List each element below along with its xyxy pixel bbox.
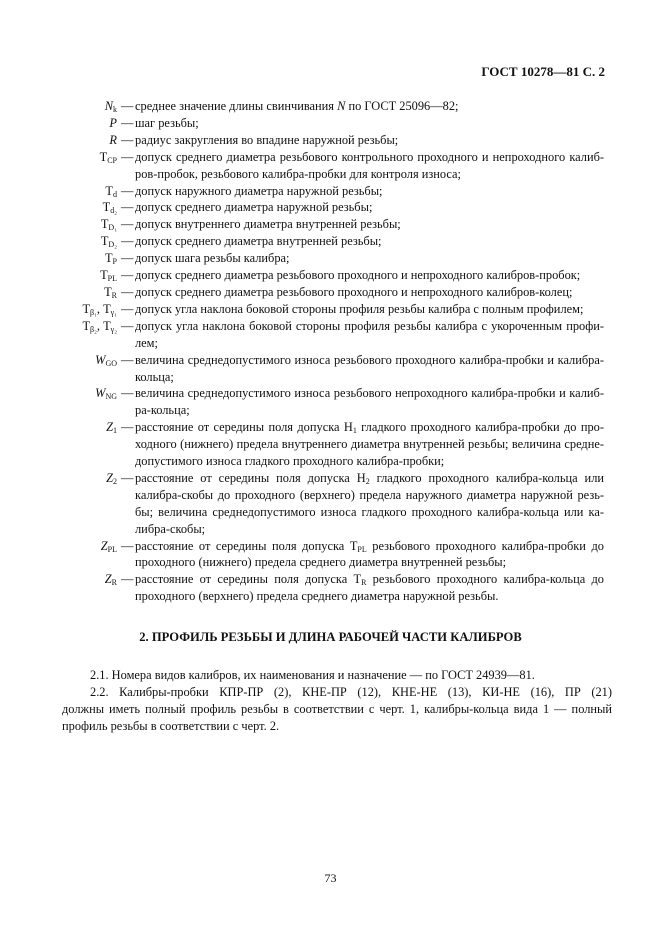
definition-text (121, 385, 604, 419)
text-run: проходного (нижнего) предела среднего диаметра внутренней резьбы; (135, 555, 507, 570)
definition-symbol (0, 571, 121, 605)
subscript: D₂ (108, 240, 117, 250)
text-run: T (100, 268, 108, 283)
text-run: T (82, 318, 91, 333)
definition-entry (0, 419, 661, 470)
em-dash: — (121, 284, 134, 299)
text-run: P (109, 115, 117, 130)
text-run: T (100, 217, 109, 232)
em-dash: — (121, 386, 134, 401)
subscript: D₁ (108, 223, 117, 233)
definition-line (121, 352, 604, 369)
subscript: GO (105, 358, 117, 368)
definition-line (121, 538, 604, 555)
em-dash: — (121, 301, 134, 316)
text-run: шаг резьбы; (135, 115, 199, 130)
text-run: расстояние от середины поля допуска T (135, 572, 362, 587)
text-run: допуск среднего диаметра наружной резьбы; (135, 200, 373, 215)
definition-symbol (0, 538, 121, 572)
text-run: гладкого проходного калибра-кольца или (369, 470, 605, 485)
definition-line (121, 166, 604, 183)
definition-line (121, 183, 604, 200)
text-run: калибра-скобы до проходного (верхнего) предела наружного диаметра наружной резь- (135, 487, 604, 502)
text-run: T (82, 301, 91, 316)
subscript: d₂ (110, 206, 117, 216)
text-run: среднее значение длины свинчивания (135, 99, 338, 113)
text-run: , T (96, 318, 111, 333)
definition-entry (0, 538, 661, 572)
subscript: R (111, 290, 117, 300)
paragraph-2-2-line-2: должны иметь полный профиль резьбы в соответствии с черт. 1, калибры-кольца вида 1 — полный (62, 701, 612, 716)
definition-line (121, 115, 604, 132)
text-run: T (99, 149, 108, 164)
text-run: допуск среднего диаметра резьбового проходного и непроходного калибров-колец; (135, 284, 573, 299)
text-run: T (104, 284, 112, 299)
text-run: величина среднедопустимого износа резьбового непроходного калибра-пробки и калиб- (135, 386, 604, 401)
page-header: ГОСТ 10278—81 С. 2 (481, 64, 605, 79)
em-dash: — (121, 251, 134, 266)
text-run: допуск внутреннего диаметра внутренней резьбы; (135, 217, 401, 232)
definition-line (121, 267, 604, 284)
text-run: либра-скобы; (135, 521, 206, 536)
subscript: d (113, 189, 117, 199)
text-run: допуск среднего диаметра резьбового контрольного проходного и непроходного калиб- (135, 149, 604, 164)
page-number: 73 (324, 871, 337, 885)
text-run: допуск среднего диаметра резьбового проходного и непроходного калибров-пробок; (135, 268, 581, 283)
definition-text (121, 538, 604, 572)
em-dash: — (121, 470, 134, 485)
subscript: P (112, 257, 117, 267)
em-dash: — (121, 572, 134, 587)
definition-symbol (0, 216, 121, 233)
text-run: допуск угла наклона боковой стороны профиля резьбы калибра с полным профилем; (135, 301, 584, 316)
em-dash: — (121, 183, 134, 198)
text-run: ров-пробок, резьбового калибра-пробки для контроля износа; (135, 166, 462, 181)
definition-text (121, 352, 604, 386)
text-run: Z (106, 470, 113, 485)
definition-entry (0, 571, 661, 605)
text-run: гладкого проходного калибра-пробки до про- (356, 420, 604, 435)
text-run: допуск наружного диаметра наружной резьбы; (135, 183, 383, 198)
definition-symbol (0, 115, 121, 132)
text-run: резьбового проходного калибра-пробки до (366, 538, 604, 553)
text-run: кольца; (135, 369, 174, 384)
definition-symbol (0, 98, 121, 115)
text-run: бы; величина среднедопустимого износа гладкого проходного калибра-кольца или ка- (135, 504, 604, 519)
definition-text (121, 250, 604, 267)
em-dash: — (121, 132, 134, 147)
text-run: по ГОСТ 25096—82; (345, 99, 459, 113)
definition-text (121, 216, 604, 233)
definition-symbol (0, 301, 121, 318)
definition-line (121, 487, 604, 504)
definition-entry (0, 301, 661, 318)
definition-symbol (0, 470, 121, 538)
definition-entry (0, 233, 661, 250)
text-run: T (104, 251, 113, 266)
definition-text (121, 318, 604, 352)
definition-text (121, 233, 604, 250)
em-dash: — (121, 200, 134, 215)
definition-line (121, 250, 604, 267)
definition-line (121, 301, 604, 318)
definition-symbol (0, 284, 121, 301)
definition-entry (0, 199, 661, 216)
definition-line (121, 470, 604, 487)
definition-symbol (0, 199, 121, 216)
text-run: допустимого износа гладкого проходного калибра-пробки; (135, 454, 445, 469)
definition-line (121, 588, 604, 605)
definition-text (121, 183, 604, 200)
text-run: T (105, 183, 113, 198)
definition-symbol (0, 132, 121, 149)
subscript: NG (105, 392, 117, 402)
definition-line (121, 98, 604, 115)
subscript: γ₂ (110, 324, 117, 334)
subscript: β₂ (90, 324, 97, 334)
text-run: W (95, 386, 106, 401)
definition-entry (0, 115, 661, 132)
definition-line (121, 402, 604, 419)
text-run: N (104, 99, 113, 113)
definition-line (121, 419, 604, 436)
section-heading: 2. ПРОФИЛЬ РЕЗЬБЫ И ДЛИНА РАБОЧЕЙ ЧАСТИ КАЛИБРОВ (139, 630, 522, 644)
text-run: резьбового проходного калибра-кольца до (366, 572, 604, 587)
definition-entry (0, 318, 661, 352)
em-dash: — (121, 149, 134, 164)
text-run: T (102, 200, 111, 215)
definition-line (121, 199, 604, 216)
definition-entry (0, 385, 661, 419)
em-dash: — (121, 217, 134, 232)
text-run: расстояние от середины поля допуска H (135, 420, 353, 435)
definition-line (121, 554, 604, 571)
definition-line (121, 216, 604, 233)
definition-line (121, 436, 604, 453)
text-run: Z (106, 420, 113, 435)
definition-text (121, 284, 604, 301)
definition-entry (0, 267, 661, 284)
definition-entry (0, 470, 661, 538)
definition-line (121, 335, 604, 352)
subscript: R (111, 578, 117, 588)
definition-line (121, 318, 604, 335)
definition-line (121, 385, 604, 402)
text-run: , T (96, 301, 111, 316)
text-run: ра-кольца; (135, 403, 190, 418)
em-dash: — (121, 318, 134, 333)
definition-symbol (0, 183, 121, 200)
subscript: CP (107, 155, 117, 165)
subscript: PL (107, 274, 117, 284)
subscript: 1 (113, 426, 117, 436)
definition-symbol (0, 419, 121, 470)
paragraph-2-2-line-1: 2.2. Калибры-пробки КПР-ПР (2), КНЕ-ПР (12), КНЕ-НЕ (13), КИ-НЕ (16), ПР (21) (90, 684, 612, 699)
definition-text (121, 132, 604, 149)
definition-line (121, 571, 604, 588)
em-dash: — (121, 268, 134, 283)
definition-text (121, 571, 604, 605)
text-run: проходного (верхнего) предела среднего диаметра наружной резьбы. (135, 589, 499, 604)
text-run: допуск угла наклона боковой стороны профиля резьбы калибра с укороченным профи- (135, 318, 604, 333)
text-run: допуск среднего диаметра внутренней резьбы; (135, 234, 382, 249)
definition-symbol (0, 318, 121, 352)
definition-line (121, 504, 604, 521)
definition-symbol (0, 385, 121, 419)
text-run: ходного (нижнего) предела внутреннего диаметра внутренней резьбы; величина средне- (135, 437, 604, 452)
text-run: радиус закругления во впадине наружной резьбы; (135, 132, 399, 147)
symbol-definitions-list (0, 98, 661, 605)
italic-symbol: N (337, 99, 346, 113)
subscript: R (361, 578, 367, 588)
definition-text (121, 199, 604, 216)
definition-line (121, 521, 604, 538)
definition-text (121, 470, 604, 538)
text-run: допуск шага резьбы калибра; (135, 251, 290, 266)
em-dash: — (121, 115, 134, 130)
definition-entry (0, 216, 661, 233)
definition-text (121, 419, 604, 470)
definition-symbol (0, 352, 121, 386)
text-run: Z (100, 538, 108, 553)
definition-text (121, 149, 604, 183)
text-run: расстояние от середины поля допуска H (135, 470, 366, 485)
definition-entry (0, 98, 661, 115)
definition-text (121, 115, 604, 132)
subscript: PL (107, 544, 117, 554)
text-run: лем; (135, 335, 158, 350)
definition-entry (0, 149, 661, 183)
definition-entry (0, 132, 661, 149)
subscript: 2 (113, 476, 117, 486)
definition-text (121, 98, 604, 115)
text-run: расстояние от середины поля допуска T (135, 538, 358, 553)
definition-line (121, 369, 604, 386)
subscript: k (113, 105, 117, 114)
definition-text (121, 301, 604, 318)
subscript: PL (357, 544, 367, 554)
em-dash: — (121, 352, 134, 367)
definition-text (121, 267, 604, 284)
paragraph-2-2-line-3: профиль резьбы в соответствии с черт. 2. (62, 718, 280, 733)
subscript: γ₁ (110, 307, 117, 317)
text-run: T (100, 234, 109, 249)
definition-line (121, 453, 604, 470)
em-dash: — (121, 234, 134, 249)
subscript: β₁ (90, 307, 97, 317)
paragraph-2-1: 2.1. Номера видов калибров, их наименования и назначение — по ГОСТ 24939—81. (90, 668, 535, 682)
definition-symbol (0, 233, 121, 250)
definition-line (121, 233, 604, 250)
section-body (62, 667, 612, 735)
definition-entry (0, 352, 661, 386)
definition-entry (0, 250, 661, 267)
definition-entry (0, 284, 661, 301)
definition-symbol (0, 149, 121, 183)
definition-symbol (0, 267, 121, 284)
em-dash: — (121, 420, 134, 435)
definition-entry (0, 183, 661, 200)
text-run: W (95, 352, 106, 367)
text-run: R (109, 132, 117, 147)
subscript: 1 (352, 426, 357, 436)
definition-line (121, 149, 604, 166)
em-dash: — (121, 99, 134, 113)
definition-line (121, 132, 604, 149)
text-run: Z (104, 572, 112, 587)
definition-symbol (0, 250, 121, 267)
em-dash: — (121, 538, 134, 553)
subscript: 2 (365, 476, 370, 486)
definition-line (121, 284, 604, 301)
text-run: величина среднедопустимого износа резьбового проходного калибра-пробки и калибра- (135, 352, 604, 367)
